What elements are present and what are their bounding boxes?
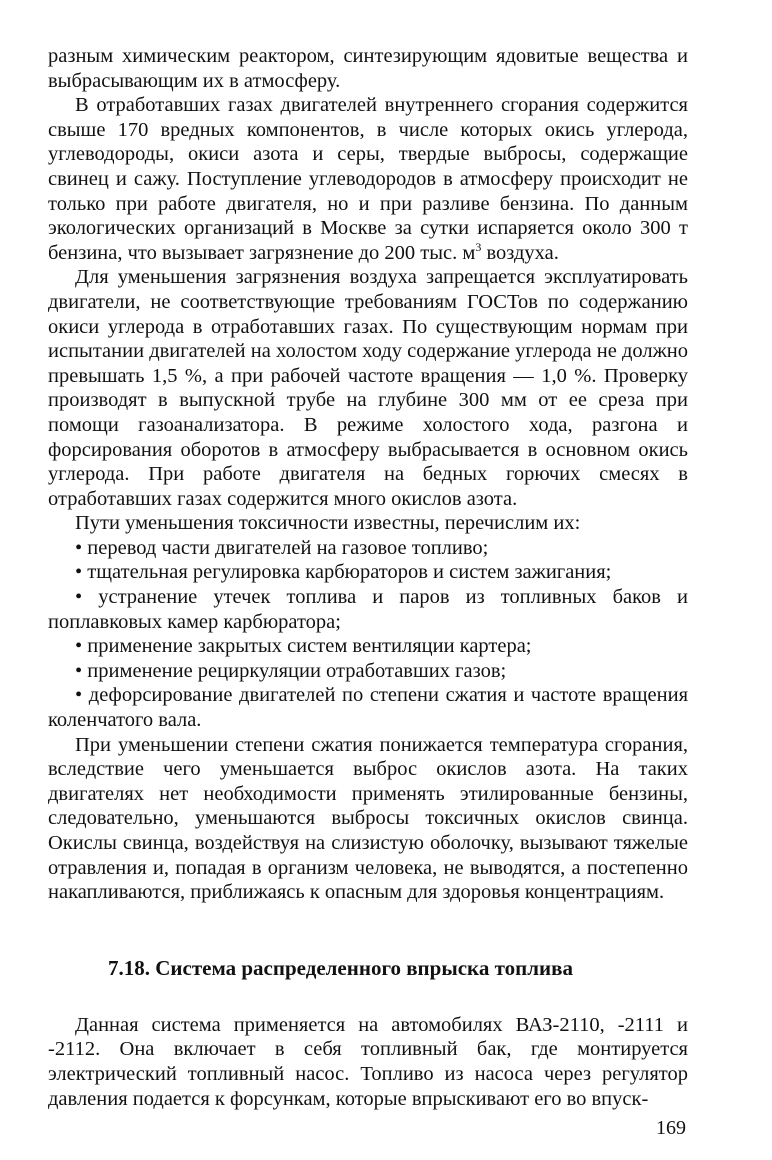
paragraph-compression: При уменьшении степени сжатия понижается температура сгорания, вследствие чего уменьшается выброс окислов азота. На таких двигателях нет необходимости применять этилированные бензины, следовательно, уменьшаются выбросы токсичных окислов свинца. Окислы свинца, воздействуя на слизистую оболочку, вызывают тяжелые отравления и, попадая в организм человека, не выводятся, а постепенно накапливаются, приближаясь к опасным для здоровья концентрациям. [48, 733, 688, 904]
paragraph-injection-system: Данная система применяется на автомобилях ВАЗ-2110, -2111 и -2112. Она включает в себя топливный бак, где монтируется электрический топливный насос. Топливо из насоса через регулятор давления подается к форсункам, которые впрыскивают его во впуск- [48, 1013, 688, 1110]
section-heading: 7.18. Система распределенного впрыска топлива [108, 955, 573, 980]
list-item-recirculation: • применение рециркуляции отработавших газов; [75, 659, 507, 682]
paragraph-exhaust-tail: воздуха. [481, 241, 559, 264]
paragraph-exhaust-text: В отработавших газах двигателей внутреннего сгорания содержится свыше 170 вредных компонентов, в числе которых окись углерода, углеводороды, окиси азота и серы, твердые выбросы, содержащие свинец и сажу. Поступление углеводородов в атмосферу происходит не только при работе двигателя, но и при разливе бензина. По данным экологических организаций в Москве за сутки испаряется около 300 т бензина, что вызывает загрязнение до 200 тыс. м [48, 94, 688, 264]
list-item-carburetor-adjustment: • тщательная регулировка карбюраторов и систем зажигания; [75, 561, 612, 584]
cubic-superscript: 3 [475, 239, 482, 254]
page-number: 169 [656, 1117, 686, 1139]
paragraph-continuation: разным химическим реактором, синтезирующим ядовитые вещества и выбрасывающим их в атмосферу. [48, 45, 688, 92]
list-item-deforcing: • дефорсирование двигателей по степени сжатия и частоте вращения коленчатого вала. [48, 684, 688, 732]
list-item-leak-elimination: • устранение утечек топлива и паров из топливных баков и поплавковых камер карбюратора; [48, 586, 688, 633]
paragraph-list-intro: Пути уменьшения токсичности известны, перечислим их: [75, 512, 581, 535]
paragraph-regulations: Для уменьшения загрязнения воздуха запрещается эксплуатировать двигатели, не соответствующие требованиям ГОСТов по содержанию окиси углерода в отработавших газах. По существующим нормам при испытании двигателей на холостом ходу содержание углерода не должно превышать 1,5 %, а при рабочей частоте вращения — 1,0 %. Проверку производят в выпускной трубе на глубине 300 мм от ее среза при помощи газоанализатора. В режиме холостого хода, разгона и форсирования оборотов в атмосферу выбрасывается в основном окись углерода. При работе двигателя на бедных горючих смесях в отработавших газах содержится много окислов азота. [48, 266, 688, 510]
list-item-crankcase-ventilation: • применение закрытых систем вентиляции картера; [75, 635, 532, 658]
paragraph-exhaust-components [48, 93, 688, 265]
list-item-gas-fuel: • перевод части двигателей на газовое топливо; [75, 536, 489, 559]
